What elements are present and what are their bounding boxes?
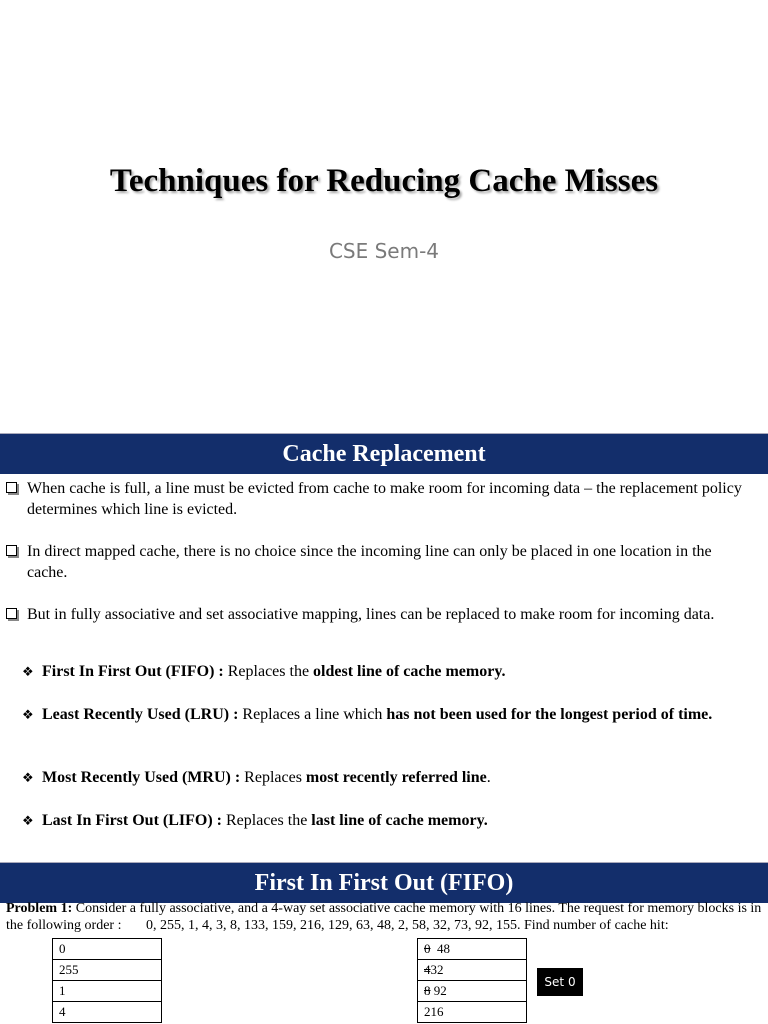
cache-table-left bbox=[52, 938, 162, 1023]
table-row bbox=[418, 960, 527, 981]
paragraph-1 bbox=[6, 478, 756, 520]
policy-suffix: . bbox=[486, 769, 491, 786]
table-cell bbox=[418, 981, 527, 1002]
policy-desc: Replaces the bbox=[222, 812, 312, 829]
table-row bbox=[53, 1002, 162, 1023]
problem-statement bbox=[6, 900, 765, 934]
policy-lifo bbox=[22, 810, 742, 831]
diamond-bullet-icon: ❖ bbox=[22, 664, 34, 679]
table-cell: 0 bbox=[53, 939, 162, 960]
policy-name: First In First Out (FIFO) : bbox=[42, 663, 224, 680]
slide-subtitle: CSE Sem-4 bbox=[328, 239, 440, 263]
checkbox-bullet-icon bbox=[6, 545, 17, 556]
table-cell bbox=[418, 1002, 527, 1023]
policy-emphasis: oldest line of cache memory. bbox=[313, 663, 506, 680]
cache-table-right bbox=[417, 938, 527, 1023]
diamond-bullet-icon: ❖ bbox=[22, 770, 34, 785]
table-cell bbox=[418, 960, 527, 981]
problem-label: Problem 1: bbox=[6, 901, 73, 916]
policy-lru bbox=[22, 704, 742, 725]
policy-emphasis: last line of cache memory. bbox=[311, 812, 488, 829]
table-cell: 4 bbox=[53, 1002, 162, 1023]
diamond-bullet-icon: ❖ bbox=[22, 813, 34, 828]
fifo-banner: First In First Out (FIFO) bbox=[0, 862, 768, 903]
policy-fifo bbox=[22, 661, 742, 682]
table-cell: 1 bbox=[53, 981, 162, 1002]
paragraph-text: In direct mapped cache, there is no choice since the incoming line can only be placed in one location in the cache. bbox=[27, 543, 712, 581]
paragraph-2 bbox=[6, 541, 756, 583]
slide-title: Techniques for Reducing Cache Misses bbox=[109, 163, 659, 199]
table-row bbox=[53, 939, 162, 960]
paragraph-3 bbox=[6, 604, 756, 625]
paragraph-text: But in fully associative and set associative mapping, lines can be replaced to make room for incoming data. bbox=[27, 606, 715, 623]
diamond-bullet-icon: ❖ bbox=[22, 707, 34, 722]
table-row bbox=[53, 960, 162, 981]
table-row bbox=[53, 981, 162, 1002]
checkbox-bullet-icon bbox=[6, 482, 17, 493]
problem-text: Consider a fully associative, and a 4-way set associative cache memory with 16 lines. The request for memory blocks is in the following order : 0, 255, 1, 4, 3, 8, 133, 159, 216, 129, 63, 48, 2, 58, 32, 73, 92, 155. Find number of cache hit: bbox=[6, 901, 765, 933]
policy-emphasis: most recently referred line bbox=[305, 769, 487, 786]
set-0-label: Set 0 bbox=[537, 968, 583, 996]
policy-mru bbox=[22, 767, 742, 788]
policy-name: Least Recently Used (LRU) : bbox=[42, 706, 239, 723]
policy-desc: Replaces bbox=[240, 769, 306, 786]
policy-desc: Replaces the bbox=[223, 663, 314, 680]
replaced-value: 4 bbox=[424, 962, 431, 977]
new-value: 48 bbox=[437, 941, 450, 956]
table-row bbox=[418, 1002, 527, 1023]
new-value: 92 bbox=[433, 983, 447, 998]
policy-name: Most Recently Used (MRU) : bbox=[42, 769, 241, 786]
policy-name: Last In First Out (LIFO) : bbox=[42, 812, 222, 829]
replaced-value: 0 bbox=[424, 941, 431, 956]
table-cell: 255 bbox=[53, 960, 162, 981]
table-row bbox=[418, 939, 527, 960]
policy-desc: Replaces a line which bbox=[238, 706, 387, 723]
checkbox-bullet-icon bbox=[6, 608, 17, 619]
table-cell bbox=[418, 939, 527, 960]
table-row bbox=[418, 981, 527, 1002]
paragraph-text: When cache is full, a line must be evicted from cache to make room for incoming data – the replacement policy determines which line is evicted. bbox=[27, 480, 742, 518]
title-slide bbox=[0, 0, 768, 420]
new-value: 32 bbox=[430, 962, 444, 977]
policy-emphasis: has not been used for the longest period of time. bbox=[386, 706, 713, 723]
replaced-value: 8 bbox=[424, 983, 431, 998]
new-value: 216 bbox=[424, 1004, 444, 1019]
cache-replacement-banner: Cache Replacement bbox=[0, 433, 768, 474]
